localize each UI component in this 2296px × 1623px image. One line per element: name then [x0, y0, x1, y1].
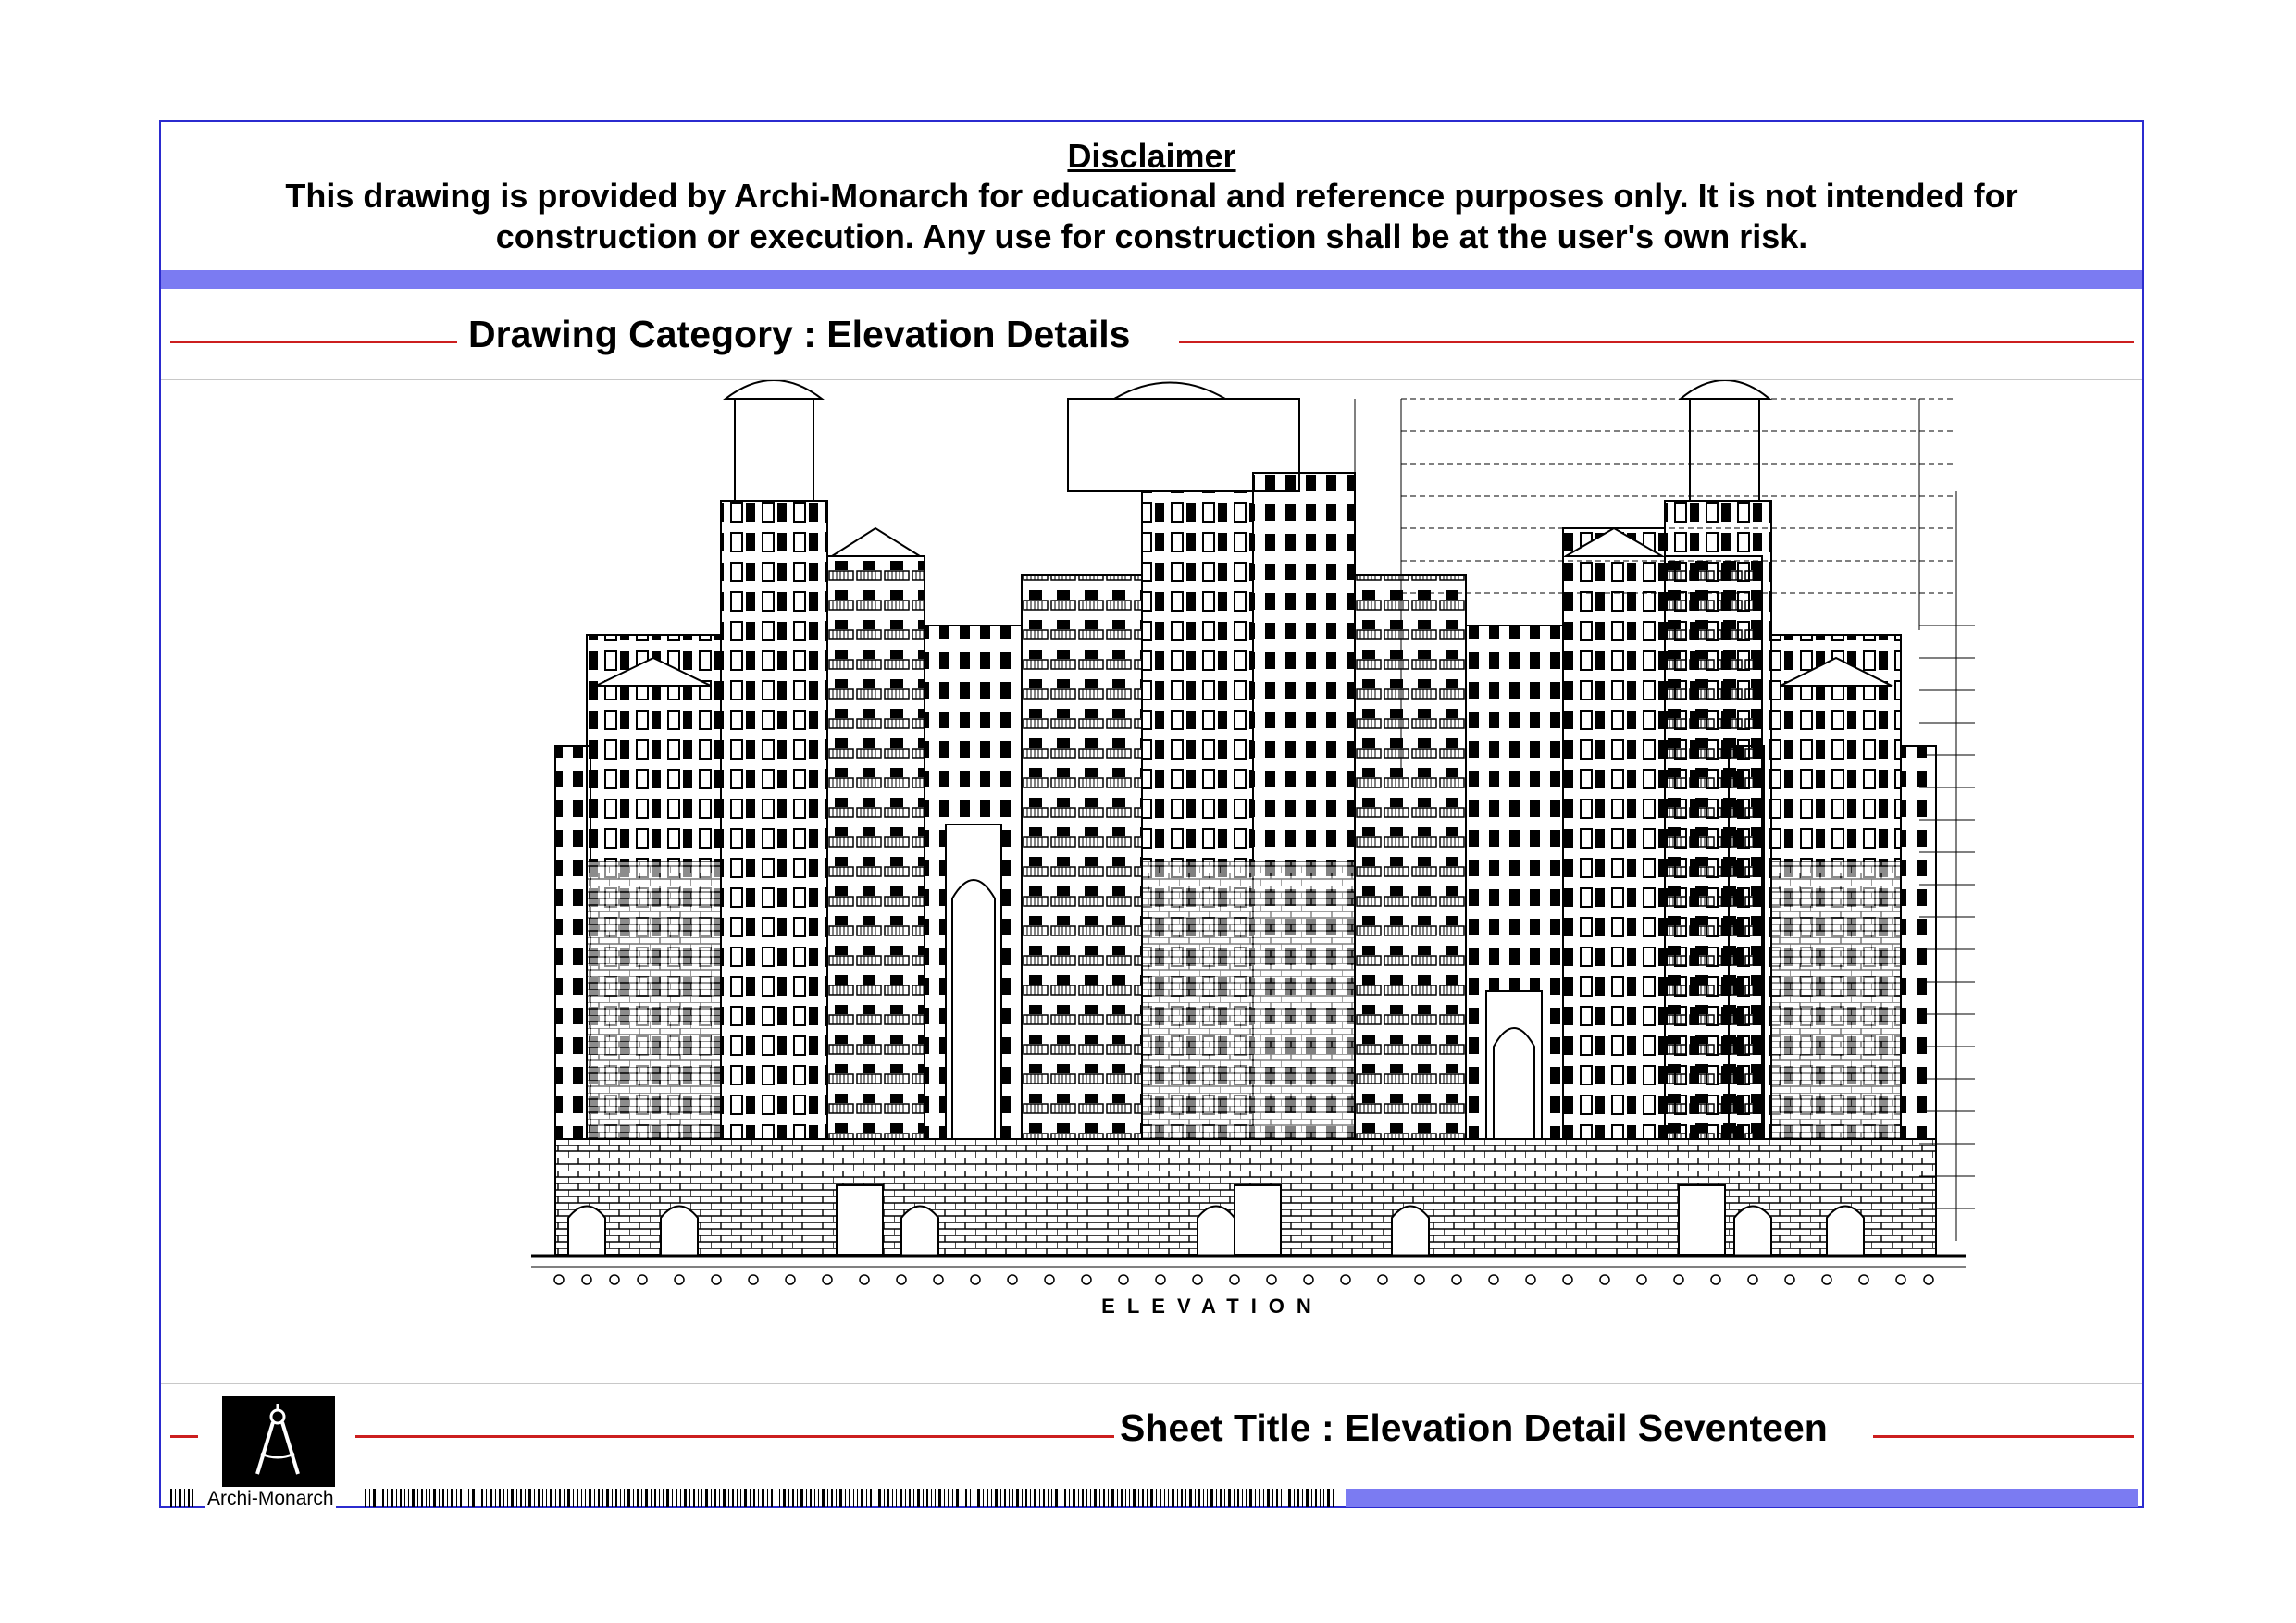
compass-icon: [222, 1396, 335, 1487]
elevation-drawing-area: [161, 380, 2142, 1504]
building-elevation: [531, 380, 1966, 1267]
drawing-category: Drawing Category : Elevation Details: [468, 313, 1131, 355]
footer-divider: [161, 1383, 2142, 1384]
category-rule-right: [1179, 341, 2134, 343]
disclaimer-text: This drawing is provided by Archi-Monarch for educational and reference purposes only. It is not intended for construction or execution. Any use for construction shall be at the user's own risk.: [285, 177, 2018, 255]
elevation-drawing: [161, 380, 2142, 1383]
elevation-caption: ELEVATION: [1101, 1295, 1323, 1318]
title-rule-right: [1873, 1435, 2134, 1438]
archi-monarch-logo: [222, 1396, 335, 1487]
disclaimer-title: Disclaimer: [1067, 137, 1236, 175]
barcode-strip: [170, 1489, 1336, 1507]
footer-band: [1346, 1489, 2138, 1507]
sheet-title: Sheet Title : Elevation Detail Seventeen: [1120, 1406, 1828, 1449]
title-rule-left-stub: [170, 1435, 198, 1438]
category-row: [161, 289, 2142, 380]
category-rule-left: [170, 341, 457, 343]
drawing-sheet: [159, 120, 2144, 1508]
brand-name: Archi-Monarch: [207, 1488, 334, 1509]
grid-markers: [554, 1275, 1933, 1284]
header-band: [161, 270, 2142, 289]
title-rule-left: [355, 1435, 1114, 1438]
